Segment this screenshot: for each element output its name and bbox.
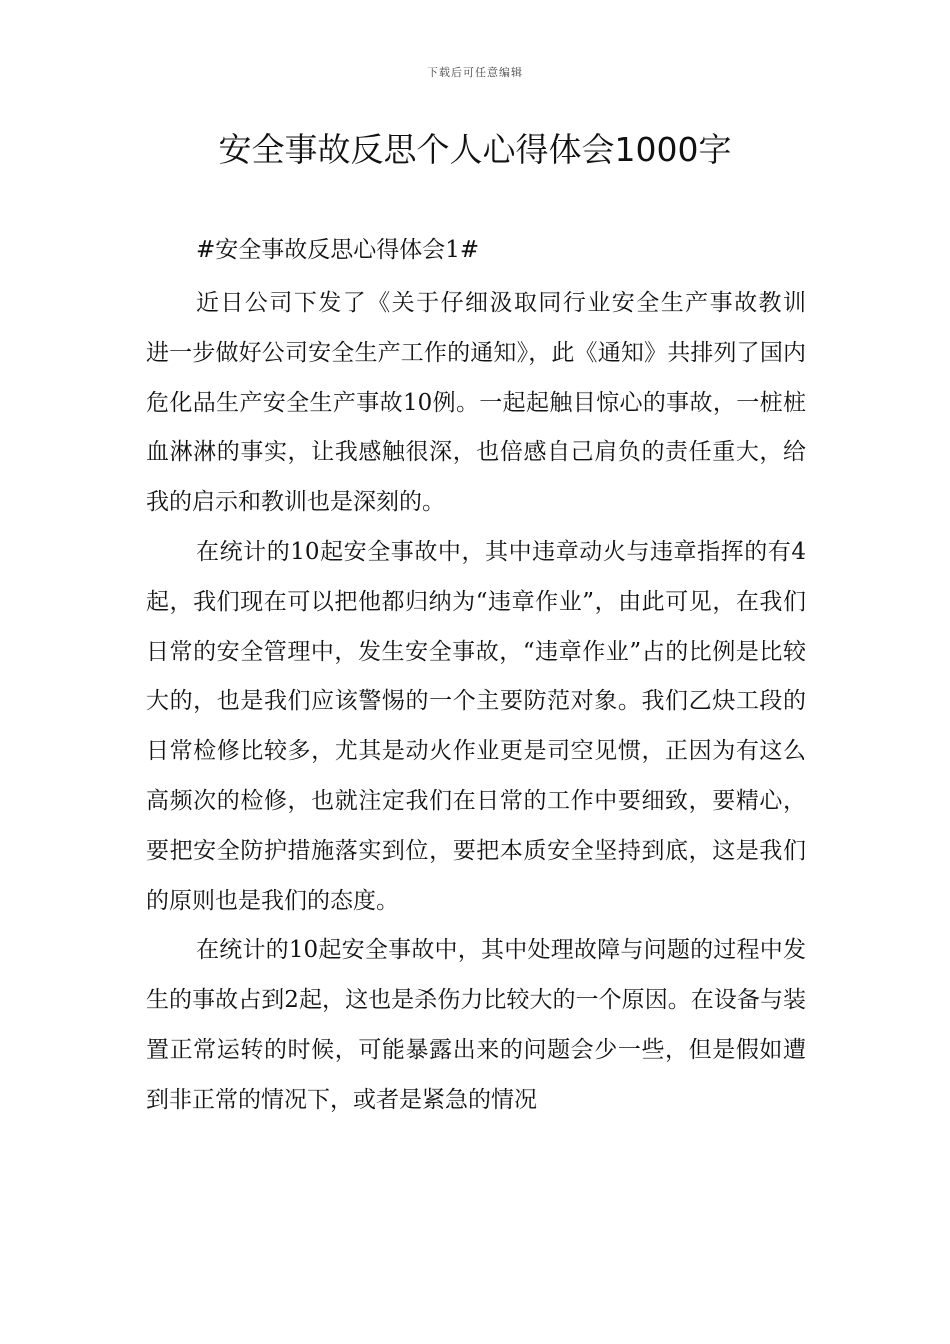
document-body bbox=[146, 279, 829, 1126]
header-note: 下载后可任意编辑 bbox=[427, 66, 523, 79]
paragraph-1: 近日公司下发了《关于仔细汲取同行业安全生产事故教训 进一步做好公司安全生产工作的通知》，此《通知》共排列了国内危化品生产安全生产事故10例。一起起触目惊心的事故，一桩桩血淋淋的事实，让我感触很深，也倍感自己肩负的责任重大，给我的启示和教训也是深刻的。 bbox=[146, 290, 829, 516]
document-title: 安全事故反思个人心得体会1000字 bbox=[218, 130, 732, 169]
paragraph-2: 在统计的10起安全事故中，其中违章动火与违章指挥的有4起，我们现在可以把他都归纳为“违章作业”，由此可见，在我们日常的安全管理中，发生安全事故，“违章作业”占的比例是比较大的，也是我们应该警惕的一个主要防范对象。我们乙炔工段的日常检修比较多，尤其是动火作业更是司空见惯，正因为有这么高频次的检修，也就注定我们在日常的工作中要细致，要精心，要把安全防护措施落实到位，要把本质安全坚持到底，这是我们的原则也是我们的态度。 bbox=[146, 538, 806, 914]
paragraph-3: 在统计的10起安全事故中，其中处理故障与问题的过程中发生的事故占到2起，这也是杀伤力比较大的一个原因。在设备与装置正常运转的时候，可能暴露出来的问题会少一些，但是假如遭到非正常的情况下，或者是紧急的情况 bbox=[146, 937, 806, 1113]
section-heading: #安全事故反思心得体会1# bbox=[196, 237, 480, 263]
